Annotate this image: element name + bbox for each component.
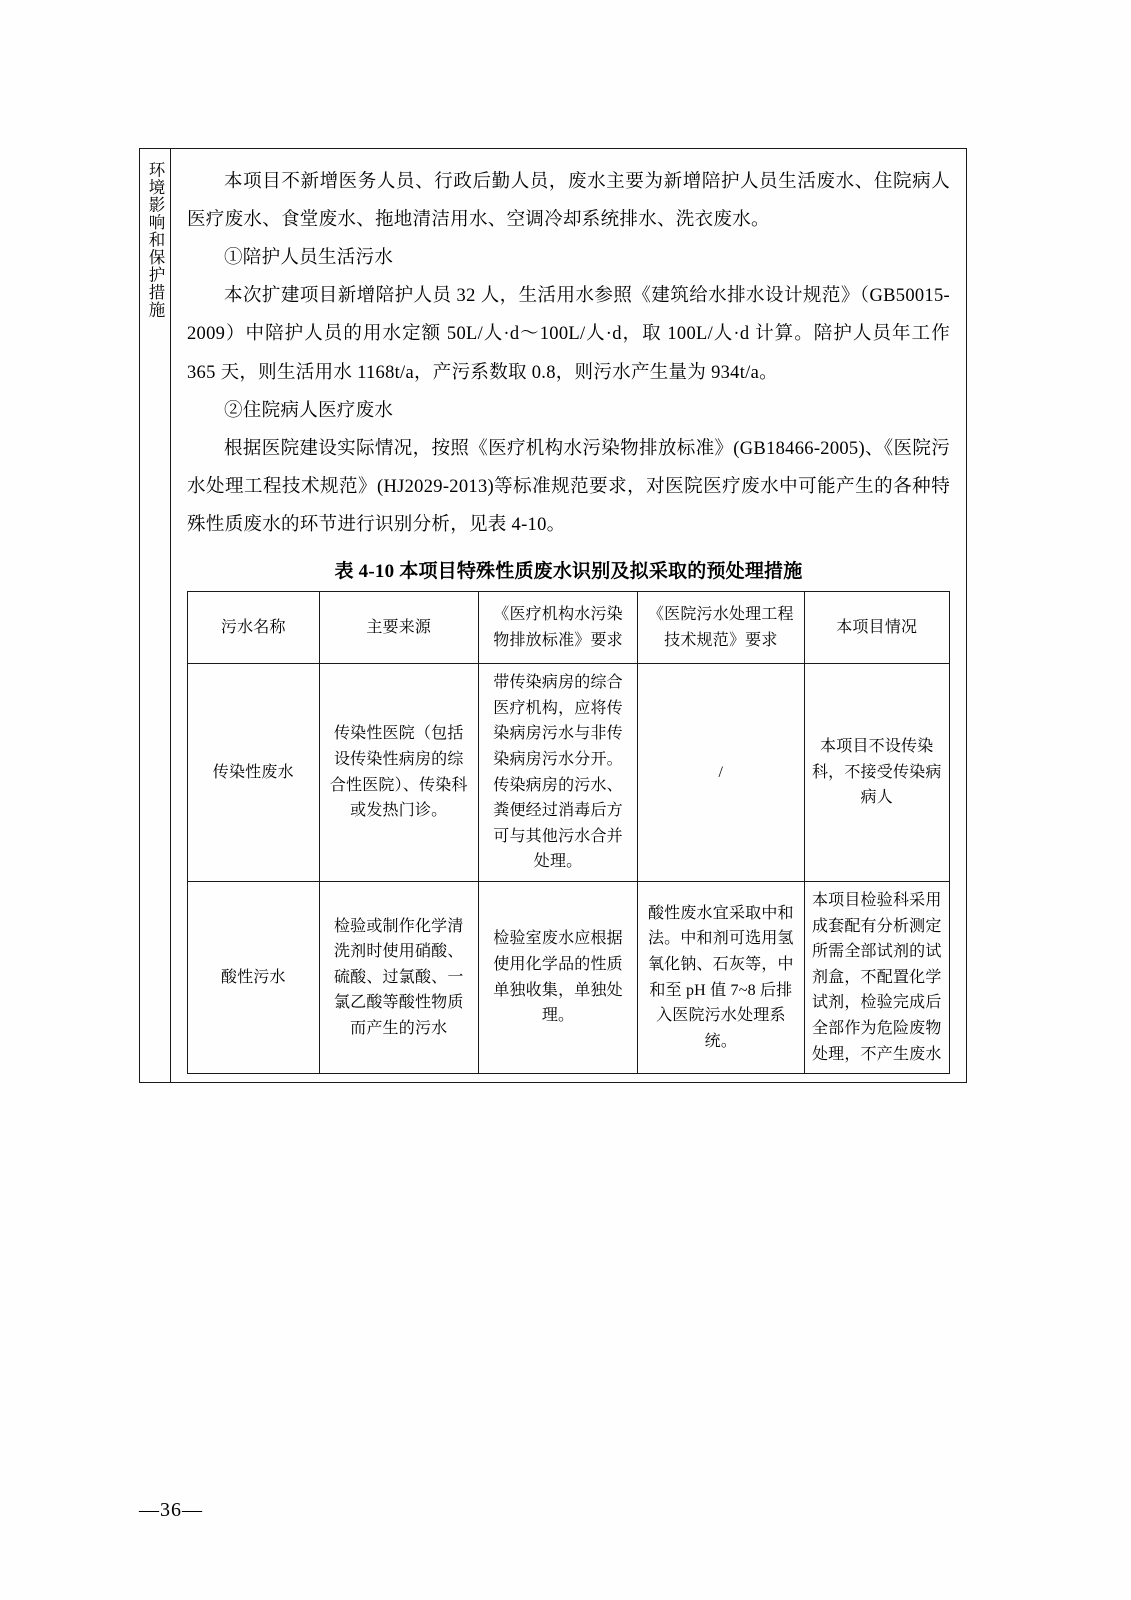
content-frame <box>139 148 967 1083</box>
table-header-cell-name: 污水名称 <box>188 592 320 664</box>
table-cell-name: 传染性废水 <box>188 664 320 882</box>
paragraph-heading-domestic-sewage: ①陪护人员生活污水 <box>224 248 394 269</box>
table-cell-name: 酸性污水 <box>188 882 320 1074</box>
table-header-row <box>188 592 950 664</box>
page-number: —36— <box>139 1499 203 1521</box>
table-row <box>188 664 950 882</box>
table-cell-standard2: / <box>638 664 804 882</box>
table-cell-source: 传染性医院（包括设传染性病房的综合性医院）、传染科或发热门诊。 <box>319 664 478 882</box>
table-header-cell-source: 主要来源 <box>319 592 478 664</box>
table-caption: 表 4-10 本项目特殊性质废水识别及拟采取的预处理措施 <box>334 561 803 583</box>
table-header-cell-standard1: 《医疗机构水污染物排放标准》要求 <box>478 592 637 664</box>
table-header-cell-standard2: 《医院污水处理工程技术规范》要求 <box>638 592 804 664</box>
paragraph-heading-medical-wastewater: ②住院病人医疗废水 <box>224 400 394 421</box>
table-cell-project: 本项目不设传染科，不接受传染病病人 <box>804 664 950 882</box>
table-cell-standard1: 带传染病房的综合医疗机构，应将传染病房污水与非传染病房污水分开。传染病房的污水、粪便经过消毒后方可与其他污水合并处理。 <box>478 664 637 882</box>
table-row <box>188 882 950 1074</box>
paragraph-medical-wastewater-standards: 根据医院建设实际情况，按照《医疗机构水污染物排放标准》(GB18466-2005)、《医院污水处理工程技术规范》(HJ2029-2013)等标准规范要求，对医院医疗废水中可能产生的各种特殊性质废水的环节进行识别分析，见表 4-10。 <box>187 438 950 535</box>
table-cell-project: 本项目检验科采用成套配有分析测定所需全部试剂的试剂盒，不配置化学试剂，检验完成后全部作为危险废物处理，不产生废水 <box>804 882 950 1074</box>
paragraph-domestic-sewage-calc: 本次扩建项目新增陪护人员 32 人，生活用水参照《建筑给水排水设计规范》（GB50015-2009）中陪护人员的用水定额 50L/人·d～100L/人·d，取 100L/人·d 计算。陪护人员年工作 365 天，则生活用水 1168t/a，产污系数取 0.8，则污水产生量为 934t/a。 <box>187 286 950 383</box>
table-header-cell-project: 本项目情况 <box>804 592 950 664</box>
document-body <box>171 149 966 1082</box>
paragraph-wastewater-overview: 本项目不新增医务人员、行政后勤人员，废水主要为新增陪护人员生活废水、住院病人医疗废水、食堂废水、拖地清洁用水、空调冷却系统排水、洗衣废水。 <box>187 172 950 231</box>
row-label-vertical-text: 环境影响和保护措施 <box>145 161 165 319</box>
table-row-label-cell <box>140 149 171 1082</box>
table-cell-standard2: 酸性废水宜采取中和法。中和剂可选用氢氧化钠、石灰等，中和至 pH 值 7~8 后排入医院污水处理系统。 <box>638 882 804 1074</box>
table-cell-source: 检验或制作化学清洗剂时使用硝酸、硫酸、过氯酸、一氯乙酸等酸性物质而产生的污水 <box>319 882 478 1074</box>
table-cell-standard1: 检验室废水应根据使用化学品的性质单独收集，单独处理。 <box>478 882 637 1074</box>
wastewater-identification-table <box>187 591 950 1074</box>
